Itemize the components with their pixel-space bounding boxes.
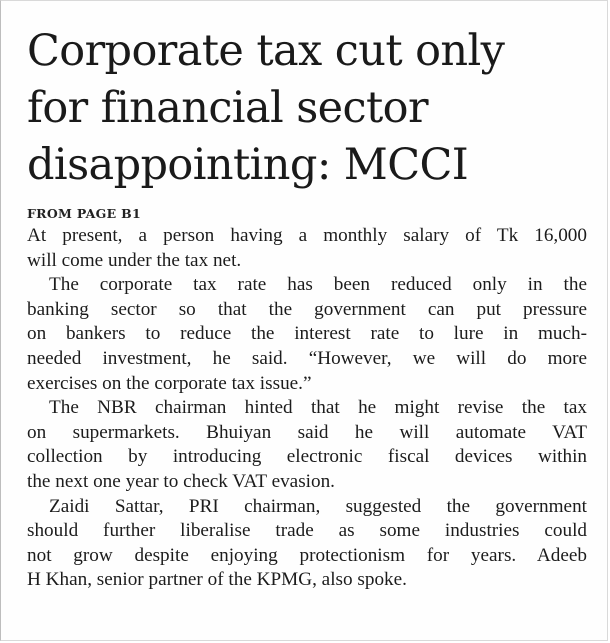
article — [27, 23, 587, 593]
text-line: The NBR chairman hinted that he might revise the tax — [49, 397, 587, 419]
text-line: should further liberalise trade as some industries could — [27, 520, 587, 542]
paragraph-1 — [27, 224, 587, 273]
text-line: exercises on the corporate tax issue.” — [27, 372, 312, 394]
text-line: not grow despite enjoying protectionism for years. Adeeb — [27, 544, 587, 566]
article-body — [27, 224, 587, 593]
paragraph-2 — [27, 273, 587, 396]
text-line: At present, a person having a monthly salary of Tk 16,000 — [27, 225, 587, 246]
text-line: on supermarkets. Bhuiyan said he will automate VAT — [27, 421, 587, 443]
text-line: banking sector so that the government can put pressure — [27, 298, 587, 320]
paragraph-4 — [27, 495, 587, 593]
text-line: collection by introducing electronic fiscal devices within — [27, 446, 587, 468]
text-line: H Khan, senior partner of the KPMG, also spoke. — [27, 569, 407, 591]
text-line: Zaidi Sattar, PRI chairman, suggested the government — [49, 495, 587, 517]
text-line: the next one year to check VAT evasion. — [27, 470, 335, 492]
headline-line: disappointing: MCCI — [27, 140, 469, 190]
text-line: will come under the tax net. — [27, 249, 242, 271]
headline-line: Corporate tax cut only — [27, 26, 505, 76]
text-line: The corporate tax rate has been reduced only in the — [49, 274, 587, 296]
text-line: on bankers to reduce the interest rate to lure in much- — [27, 323, 587, 345]
text-line: needed investment, he said. “However, we will do more — [27, 347, 587, 369]
headline — [27, 23, 587, 194]
paragraph-3 — [27, 396, 587, 494]
dateline: FROM PAGE B1 — [27, 206, 141, 221]
headline-line: for financial sector — [27, 83, 428, 133]
